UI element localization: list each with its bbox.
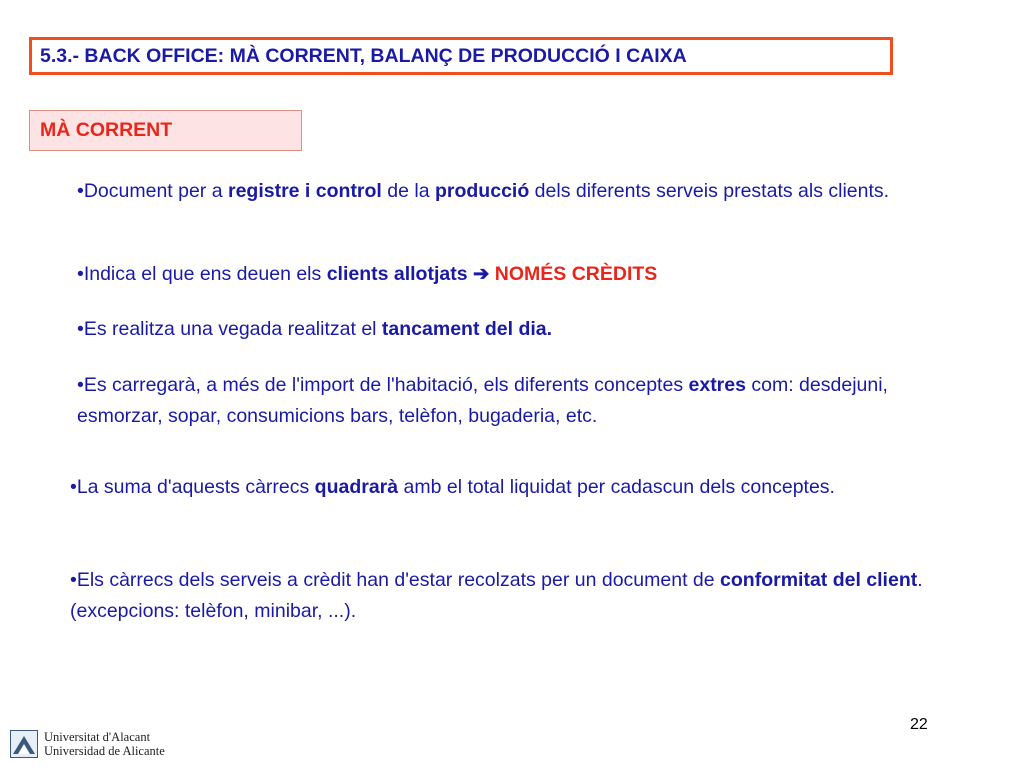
bullet-quadrara: •La suma d'aquests càrrecs quadrarà amb el total liquidat per cadascun dels conceptes.: [70, 476, 835, 498]
excepcions-note: (excepcions: telèfon, minibar, ...).: [70, 600, 357, 622]
page-number: 22: [910, 716, 928, 733]
bullet-registre: •Document per a registre i control de la producció dels diferents serveis prestats als clients.: [77, 180, 890, 202]
section-heading: MÀ CORRENT: [40, 119, 173, 141]
university-name: Universitat d'Alacant Universidad de Alicante: [44, 730, 165, 758]
nomes-credits-label: NOMÉS CRÈDITS: [494, 263, 658, 285]
slide-title: 5.3.- BACK OFFICE: MÀ CORRENT, BALANÇ DE PRODUCCIÓ I CAIXA: [40, 44, 687, 67]
bullet-conformitat: •Els càrrecs dels serveis a crèdit han d'estar recolzats per un document de conformitat del client. (excepcions: telèfon, minibar, ...).: [70, 569, 923, 622]
bullet-extres: •Es carregarà, a més de l'import de l'habitació, els diferents conceptes extres com: desdejuni, esmorzar, sopar, consumicions bars, telèfon, bugaderia, etc.: [77, 374, 888, 427]
bullet-clients-allotjats: •Indica el que ens deuen els clients allotjats ➔ NOMÉS CRÈDITS: [77, 263, 658, 285]
right-arrow-icon: ➔: [473, 263, 490, 285]
slide-title-box: [29, 37, 893, 75]
university-logo: [10, 728, 165, 760]
university-logo-icon: [10, 730, 38, 758]
bullet-tancament: •Es realitza una vegada realitzat el tancament del dia.: [77, 318, 553, 340]
section-heading-box: [29, 110, 302, 151]
